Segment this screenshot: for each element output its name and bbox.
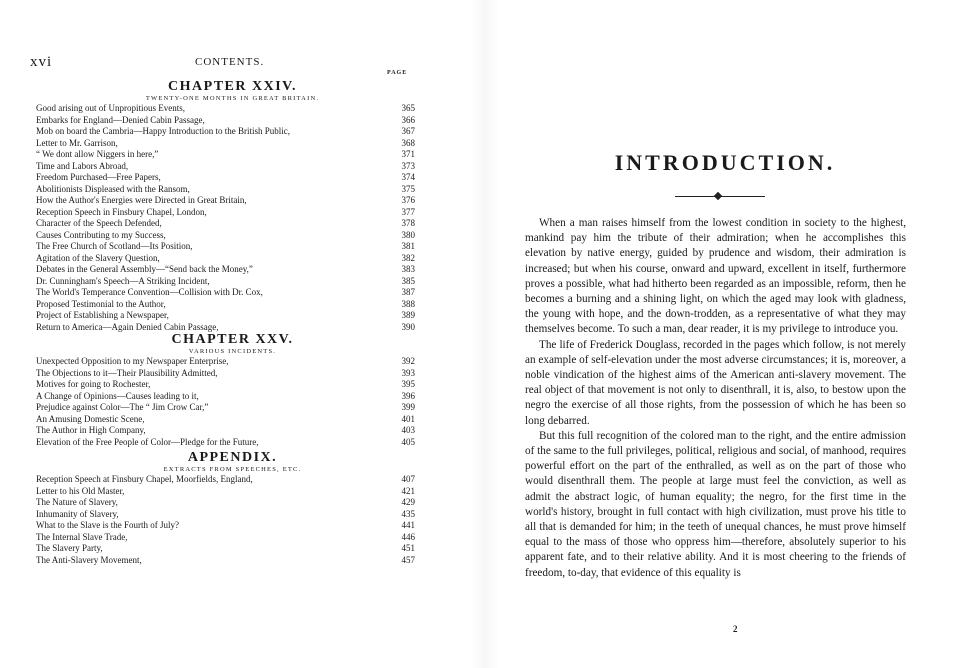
toc-entry[interactable] bbox=[30, 414, 415, 426]
toc-entry[interactable] bbox=[30, 172, 415, 184]
page-number: xvi bbox=[30, 54, 53, 70]
toc-entry-title: A Change of Opinions—Causes leading to it, bbox=[36, 390, 199, 401]
toc-entry-title: Character of the Speech Defended, bbox=[36, 218, 162, 228]
toc-entry[interactable] bbox=[30, 474, 415, 486]
toc-entry-title: The Internal Slave Trade, bbox=[36, 531, 128, 542]
toc-entry[interactable] bbox=[30, 402, 415, 414]
toc-entry-title: Letter to Mr. Garrison, bbox=[36, 137, 118, 148]
chapter-subtitle: EXTRACTS FROM SPEECHES, ETC. bbox=[163, 466, 302, 473]
toc-entry-title: Agitation of the Slavery Question, bbox=[36, 252, 160, 263]
toc-entry-title: Good arising out of Unpropitious Events, bbox=[36, 103, 185, 113]
chapter-subtitle: TWENTY-ONE MONTHS IN GREAT BRITAIN. bbox=[145, 95, 320, 102]
toc-entry[interactable] bbox=[30, 310, 415, 322]
toc-entry-title: The Nature of Slavery, bbox=[36, 497, 118, 507]
toc-entry-title: Proposed Testimonial to the Author, bbox=[36, 298, 166, 309]
introduction-heading: INTRODUCTION. bbox=[614, 150, 836, 175]
toc-entry[interactable] bbox=[30, 287, 415, 299]
toc-entry-page: 385 bbox=[401, 275, 415, 286]
toc-entry[interactable] bbox=[30, 184, 415, 196]
toc-entry-page: 376 bbox=[401, 195, 415, 205]
toc-entry-title: The Anti-Slavery Movement, bbox=[36, 554, 142, 565]
toc-entry[interactable] bbox=[30, 356, 415, 368]
toc-entry-title: What to the Slave is the Fourth of July? bbox=[36, 520, 179, 530]
toc-entry-title: “ We dont allow Niggers in here,” bbox=[36, 149, 159, 159]
toc-entry-page: 390 bbox=[401, 321, 415, 332]
toc-entry[interactable] bbox=[30, 264, 415, 276]
toc-entry-title: Unexpected Opposition to my Newspaper Enterprise, bbox=[36, 356, 229, 366]
toc-entry-page: 446 bbox=[401, 531, 415, 542]
toc-entry-page: 399 bbox=[401, 402, 415, 412]
toc-entry-page: 375 bbox=[401, 183, 415, 194]
introduction-body bbox=[525, 216, 906, 581]
toc-entry-title: Motives for going to Rochester, bbox=[36, 379, 151, 389]
toc-list bbox=[30, 474, 415, 566]
toc-section-chapter-25 bbox=[30, 333, 415, 448]
toc-entry-page: 373 bbox=[401, 160, 415, 171]
toc-entry[interactable] bbox=[30, 368, 415, 380]
toc-entry[interactable] bbox=[30, 509, 415, 521]
toc-entry[interactable] bbox=[30, 299, 415, 311]
toc-entry-page: 393 bbox=[401, 367, 415, 378]
toc-entry[interactable] bbox=[30, 138, 415, 150]
toc-entry-page: 405 bbox=[401, 436, 415, 447]
toc-entry-title: Elevation of the Free People of Color—Pledge for the Future, bbox=[36, 436, 259, 447]
toc-entry-title: The Author in High Company, bbox=[36, 425, 146, 435]
toc-entry[interactable] bbox=[30, 532, 415, 544]
toc-entry-title: Debates in the General Assembly—“Send back the Money,” bbox=[36, 264, 253, 274]
toc-entry-title: Return to America—Again Denied Cabin Passage, bbox=[36, 321, 219, 332]
toc-entry-page: 388 bbox=[401, 298, 415, 309]
chapter-subtitle: VARIOUS INCIDENTS. bbox=[188, 348, 277, 355]
toc-entry[interactable] bbox=[30, 230, 415, 242]
toc-entry-page: 381 bbox=[401, 241, 415, 251]
toc-entry[interactable] bbox=[30, 486, 415, 498]
toc-entry[interactable] bbox=[30, 555, 415, 567]
toc-entry-title: Inhumanity of Slavery, bbox=[36, 508, 119, 519]
paragraph: But this full recognition of the colored man to the right, and the entire admission of the same to the full privileges, political, religious and social, of manhood, requires powerful effort on the part of the enthralled, as well as on the part of those who would disenthrall them. The people at large must feel the conviction, as well as admit the abstract logic, of human equality; the negro, for the first time in the world's history, brought in full contact with high civilization, must prove his title to all that is demanded for him; in the teeth of unequal chances, he must prove himself equal to the mass of those who oppress him—therefore, absolutely superior to his apparent fate, and to their relative ability. And it is most cheering to the friends of freedom, to-day, that evidence of this equality is bbox=[525, 429, 906, 579]
toc-entry[interactable] bbox=[30, 425, 415, 437]
decorative-rule-icon bbox=[675, 193, 765, 199]
toc-entry-page: 371 bbox=[401, 149, 415, 159]
right-page bbox=[490, 0, 980, 668]
toc-entry[interactable] bbox=[30, 218, 415, 230]
toc-entry-page: 389 bbox=[401, 310, 415, 320]
toc-entry-page: 396 bbox=[401, 390, 415, 401]
toc-entry[interactable] bbox=[30, 379, 415, 391]
toc-entry-page: 380 bbox=[401, 229, 415, 240]
toc-entry-title: Mob on board the Cambria—Happy Introduction to the British Public, bbox=[36, 126, 290, 136]
toc-entry-page: 435 bbox=[401, 508, 415, 519]
toc-entry-page: 403 bbox=[401, 425, 415, 435]
toc-entry[interactable] bbox=[30, 126, 415, 138]
toc-entry-page: 429 bbox=[401, 497, 415, 507]
toc-entry-title: Freedom Purchased—Free Papers, bbox=[36, 172, 161, 182]
toc-entry-title: Causes Contributing to my Success, bbox=[36, 229, 166, 240]
toc-entry-page: 421 bbox=[401, 485, 415, 496]
toc-entry[interactable] bbox=[30, 253, 415, 265]
toc-section-chapter-24 bbox=[30, 80, 415, 333]
toc-entry-title: The Slavery Party, bbox=[36, 543, 103, 553]
chapter-title: CHAPTER XXV. bbox=[171, 332, 294, 347]
running-head: CONTENTS. bbox=[195, 56, 265, 68]
toc-entry-page: 392 bbox=[401, 356, 415, 366]
toc-entry[interactable] bbox=[30, 497, 415, 509]
toc-entry[interactable] bbox=[30, 391, 415, 403]
toc-entry-title: Project of Establishing a Newspaper, bbox=[36, 310, 169, 320]
toc-entry-title: The Free Church of Scotland—Its Position, bbox=[36, 241, 193, 251]
toc-entry-page: 407 bbox=[401, 474, 415, 484]
toc-entry-title: The World's Temperance Convention—Collision with Dr. Cox, bbox=[36, 287, 263, 297]
toc-entry[interactable] bbox=[30, 161, 415, 173]
toc-entry-page: 365 bbox=[401, 103, 415, 113]
toc-entry[interactable] bbox=[30, 520, 415, 532]
toc-entry-title: How the Author's Energies were Directed in Great Britain, bbox=[36, 195, 247, 205]
chapter-title: APPENDIX. bbox=[187, 450, 278, 465]
chapter-title: CHAPTER XXIV. bbox=[168, 79, 297, 94]
toc-entry[interactable] bbox=[30, 195, 415, 207]
toc-entry-page: 368 bbox=[401, 137, 415, 148]
toc-entry[interactable] bbox=[30, 437, 415, 449]
toc-entry-page: 395 bbox=[401, 379, 415, 389]
toc-entry-page: 382 bbox=[401, 252, 415, 263]
toc-entry-title: Letter to his Old Master, bbox=[36, 485, 125, 496]
toc-entry[interactable] bbox=[30, 543, 415, 555]
toc-entry-page: 366 bbox=[401, 114, 415, 125]
toc-entry-page: 457 bbox=[401, 554, 415, 565]
toc-entry[interactable] bbox=[30, 207, 415, 219]
toc-entry-title: Abolitionists Displeased with the Ransom, bbox=[36, 183, 190, 194]
toc-entry-title: An Amusing Domestic Scene, bbox=[36, 413, 145, 424]
paragraph: The life of Frederick Douglass, recorded in the pages which follow, is not merely an example of self-elevation under the most adverse circumstances; it is, moreover, a noble vindication of the highest aims of the American anti-slavery movement. The real object of that movement is not only to disenthrall, it is, also, to bestow upon the negro the exercise of all those rights, from the possession of which he has been so long debarred. bbox=[525, 338, 906, 427]
toc-entry-page: 367 bbox=[401, 126, 415, 136]
toc-entry-page: 378 bbox=[401, 218, 415, 228]
toc-entry[interactable] bbox=[30, 276, 415, 288]
toc-entry-title: The Objections to it—Their Plausibility Admitted, bbox=[36, 367, 218, 378]
toc-list bbox=[30, 356, 415, 448]
toc-entry-page: 451 bbox=[401, 543, 415, 553]
toc-entry-title: Dr. Cunningham's Speech—A Striking Incident, bbox=[36, 275, 210, 286]
toc-entry[interactable] bbox=[30, 241, 415, 253]
toc-entry-page: 374 bbox=[401, 172, 415, 182]
toc-entry-page: 441 bbox=[401, 520, 415, 530]
toc-entry-title: Embarks for England—Denied Cabin Passage, bbox=[36, 114, 205, 125]
toc-entry[interactable] bbox=[30, 103, 415, 115]
toc-entry-page: 377 bbox=[401, 206, 415, 217]
toc-entry[interactable] bbox=[30, 115, 415, 127]
toc-entry-page: 383 bbox=[401, 264, 415, 274]
toc-entry-page: 387 bbox=[401, 287, 415, 297]
toc-entry[interactable] bbox=[30, 149, 415, 161]
toc-entry-title: Time and Labors Abroad, bbox=[36, 160, 129, 171]
toc-entry-title: Prejudice against Color—The “ Jim Crow Car,” bbox=[36, 402, 209, 412]
toc-list bbox=[30, 103, 415, 333]
toc-entry-title: Reception Speech at Finsbury Chapel, Moorfields, England, bbox=[36, 474, 253, 484]
page-column-label: PAGE bbox=[387, 70, 408, 76]
toc-entry-title: Reception Speech in Finsbury Chapel, London, bbox=[36, 206, 207, 217]
folio-number: 2 bbox=[733, 624, 738, 634]
toc-section-appendix bbox=[30, 451, 415, 566]
paragraph: When a man raises himself from the lowest condition in society to the highest, mankind pay him the tribute of their admiration; when he accomplishes this elevation by native energy, guided by prudence and wisdom, their admiration is increased; but when his course, onward and upward, excellent in itself, furthermore proves a possible, what had hitherto been regarded as an impossible, reform, then he becomes a burning and a shining light, on which the aged may look with gladness, the young with hope, and the down-trodden, as a representative of what they may themselves become. To such a man, dear reader, it is my privilege to introduce you. bbox=[525, 217, 906, 336]
toc-entry-page: 401 bbox=[401, 413, 415, 424]
